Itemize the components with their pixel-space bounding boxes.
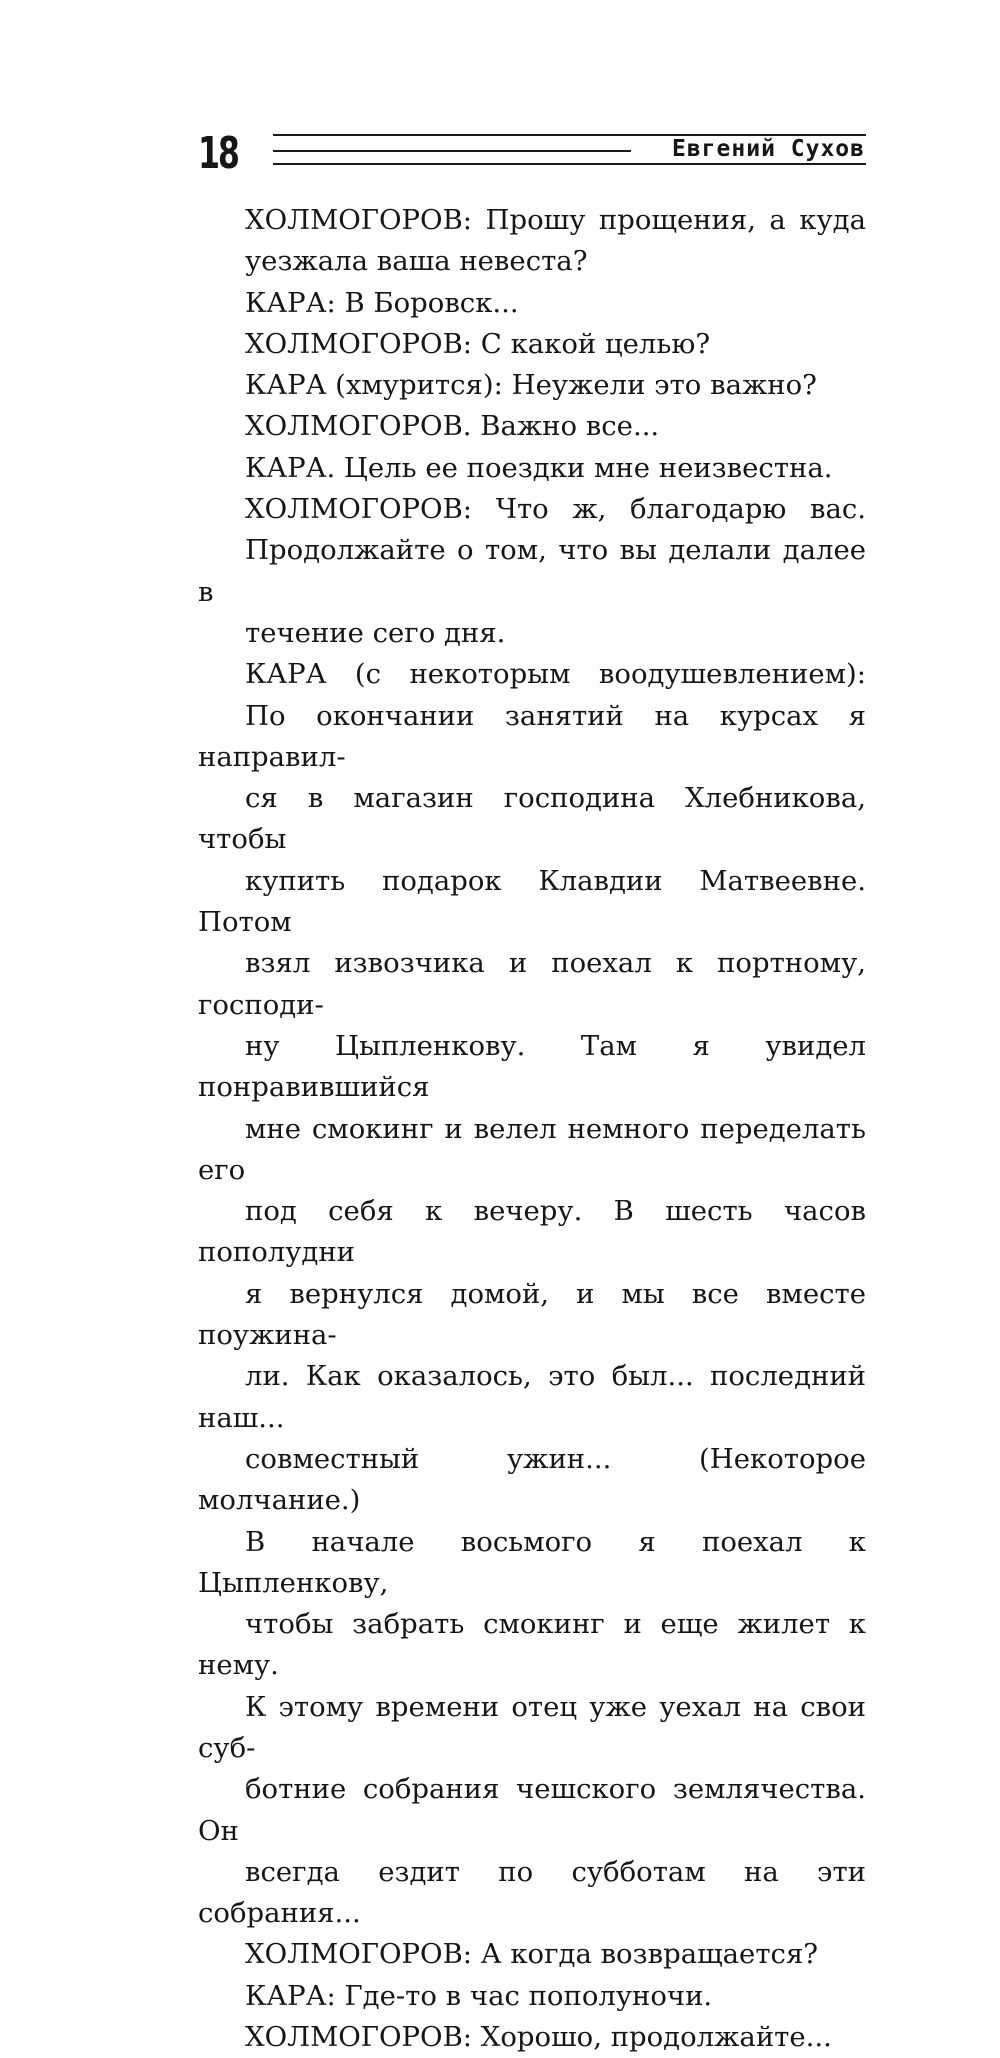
text-line: КАРА. Цель ее поездки мне неизвестна. — [245, 451, 833, 484]
text-line: КАРА (с некоторым воодушевлением): — [245, 658, 866, 691]
text-line: я вернулся домой, и мы все вместе поужина- — [198, 1277, 866, 1352]
text-line: В начале восьмого я поехал к Цыпленкову, — [198, 1525, 866, 1599]
text-line: КАРА (хмурится): Неужели это важно? — [245, 369, 817, 402]
body-text — [198, 200, 866, 2058]
text-line: КАРА: В Боровск... — [245, 286, 519, 319]
paragraph — [198, 200, 866, 283]
paragraph — [198, 489, 866, 654]
paragraph — [198, 406, 866, 447]
paragraph — [198, 324, 866, 365]
text-line: взял извозчика и поехал к портному, господи- — [198, 947, 866, 1021]
text-line: По окончании занятий на курсах я направил- — [198, 699, 866, 773]
text-line: ну Цыпленкову. Там я увидел понравившийся — [198, 1029, 866, 1104]
text-line: ХОЛМОГОРОВ: С какой целью? — [245, 327, 711, 360]
text-line: ХОЛМОГОРОВ: А когда возвращается? — [245, 1938, 819, 1971]
paragraph — [198, 365, 866, 406]
text-line: уезжала ваша невеста? — [245, 245, 588, 278]
text-line: всегда ездит по субботам на эти собрания... — [198, 1855, 866, 1930]
text-line: течение сего дня. — [245, 616, 506, 649]
text-line: ХОЛМОГОРОВ. Важно все... — [245, 410, 660, 443]
text-line: ся в магазин господина Хлебникова, чтобы — [198, 782, 866, 856]
paragraph — [198, 1934, 866, 1975]
text-line: Продолжайте о том, что вы делали далее в — [198, 534, 866, 608]
paragraph — [198, 654, 866, 1934]
text-line: К этому времени отец уже уехал на свои суб- — [198, 1690, 866, 1764]
paragraph — [198, 2017, 866, 2058]
header-rule-middle — [273, 150, 631, 152]
header-rule-bottom — [273, 163, 866, 165]
text-line: ХОЛМОГОРОВ: Прошу прощения, а куда — [245, 204, 866, 236]
text-line: ботние собрания чешского землячества. Он — [198, 1773, 866, 1847]
text-line: ли. Как оказалось, это был... последний наш... — [198, 1360, 866, 1434]
paragraph — [198, 1976, 866, 2017]
text-line: совместный ужин... (Некоторое молчание.) — [198, 1442, 866, 1517]
paragraph — [198, 448, 866, 489]
text-line: мне смокинг и велел немного переделать его — [198, 1112, 866, 1186]
text-line: купить подарок Клавдии Матвеевне. Потом — [198, 864, 866, 939]
text-line: ХОЛМОГОРОВ: Хорошо, продолжайте... — [245, 2021, 832, 2054]
text-line: ХОЛМОГОРОВ: Что ж, благодарю вас. — [245, 493, 866, 526]
text-line: чтобы забрать смокинг и еще жилет к нему. — [198, 1608, 866, 1682]
running-head-author: Евгений Сухов — [671, 136, 865, 162]
page-number: 18 — [198, 128, 238, 179]
text-line: КАРА: Где-то в час пополуночи. — [245, 1979, 713, 2012]
paragraph — [198, 283, 866, 324]
text-line: под себя к вечеру. В шесть часов пополудни — [198, 1195, 866, 1269]
